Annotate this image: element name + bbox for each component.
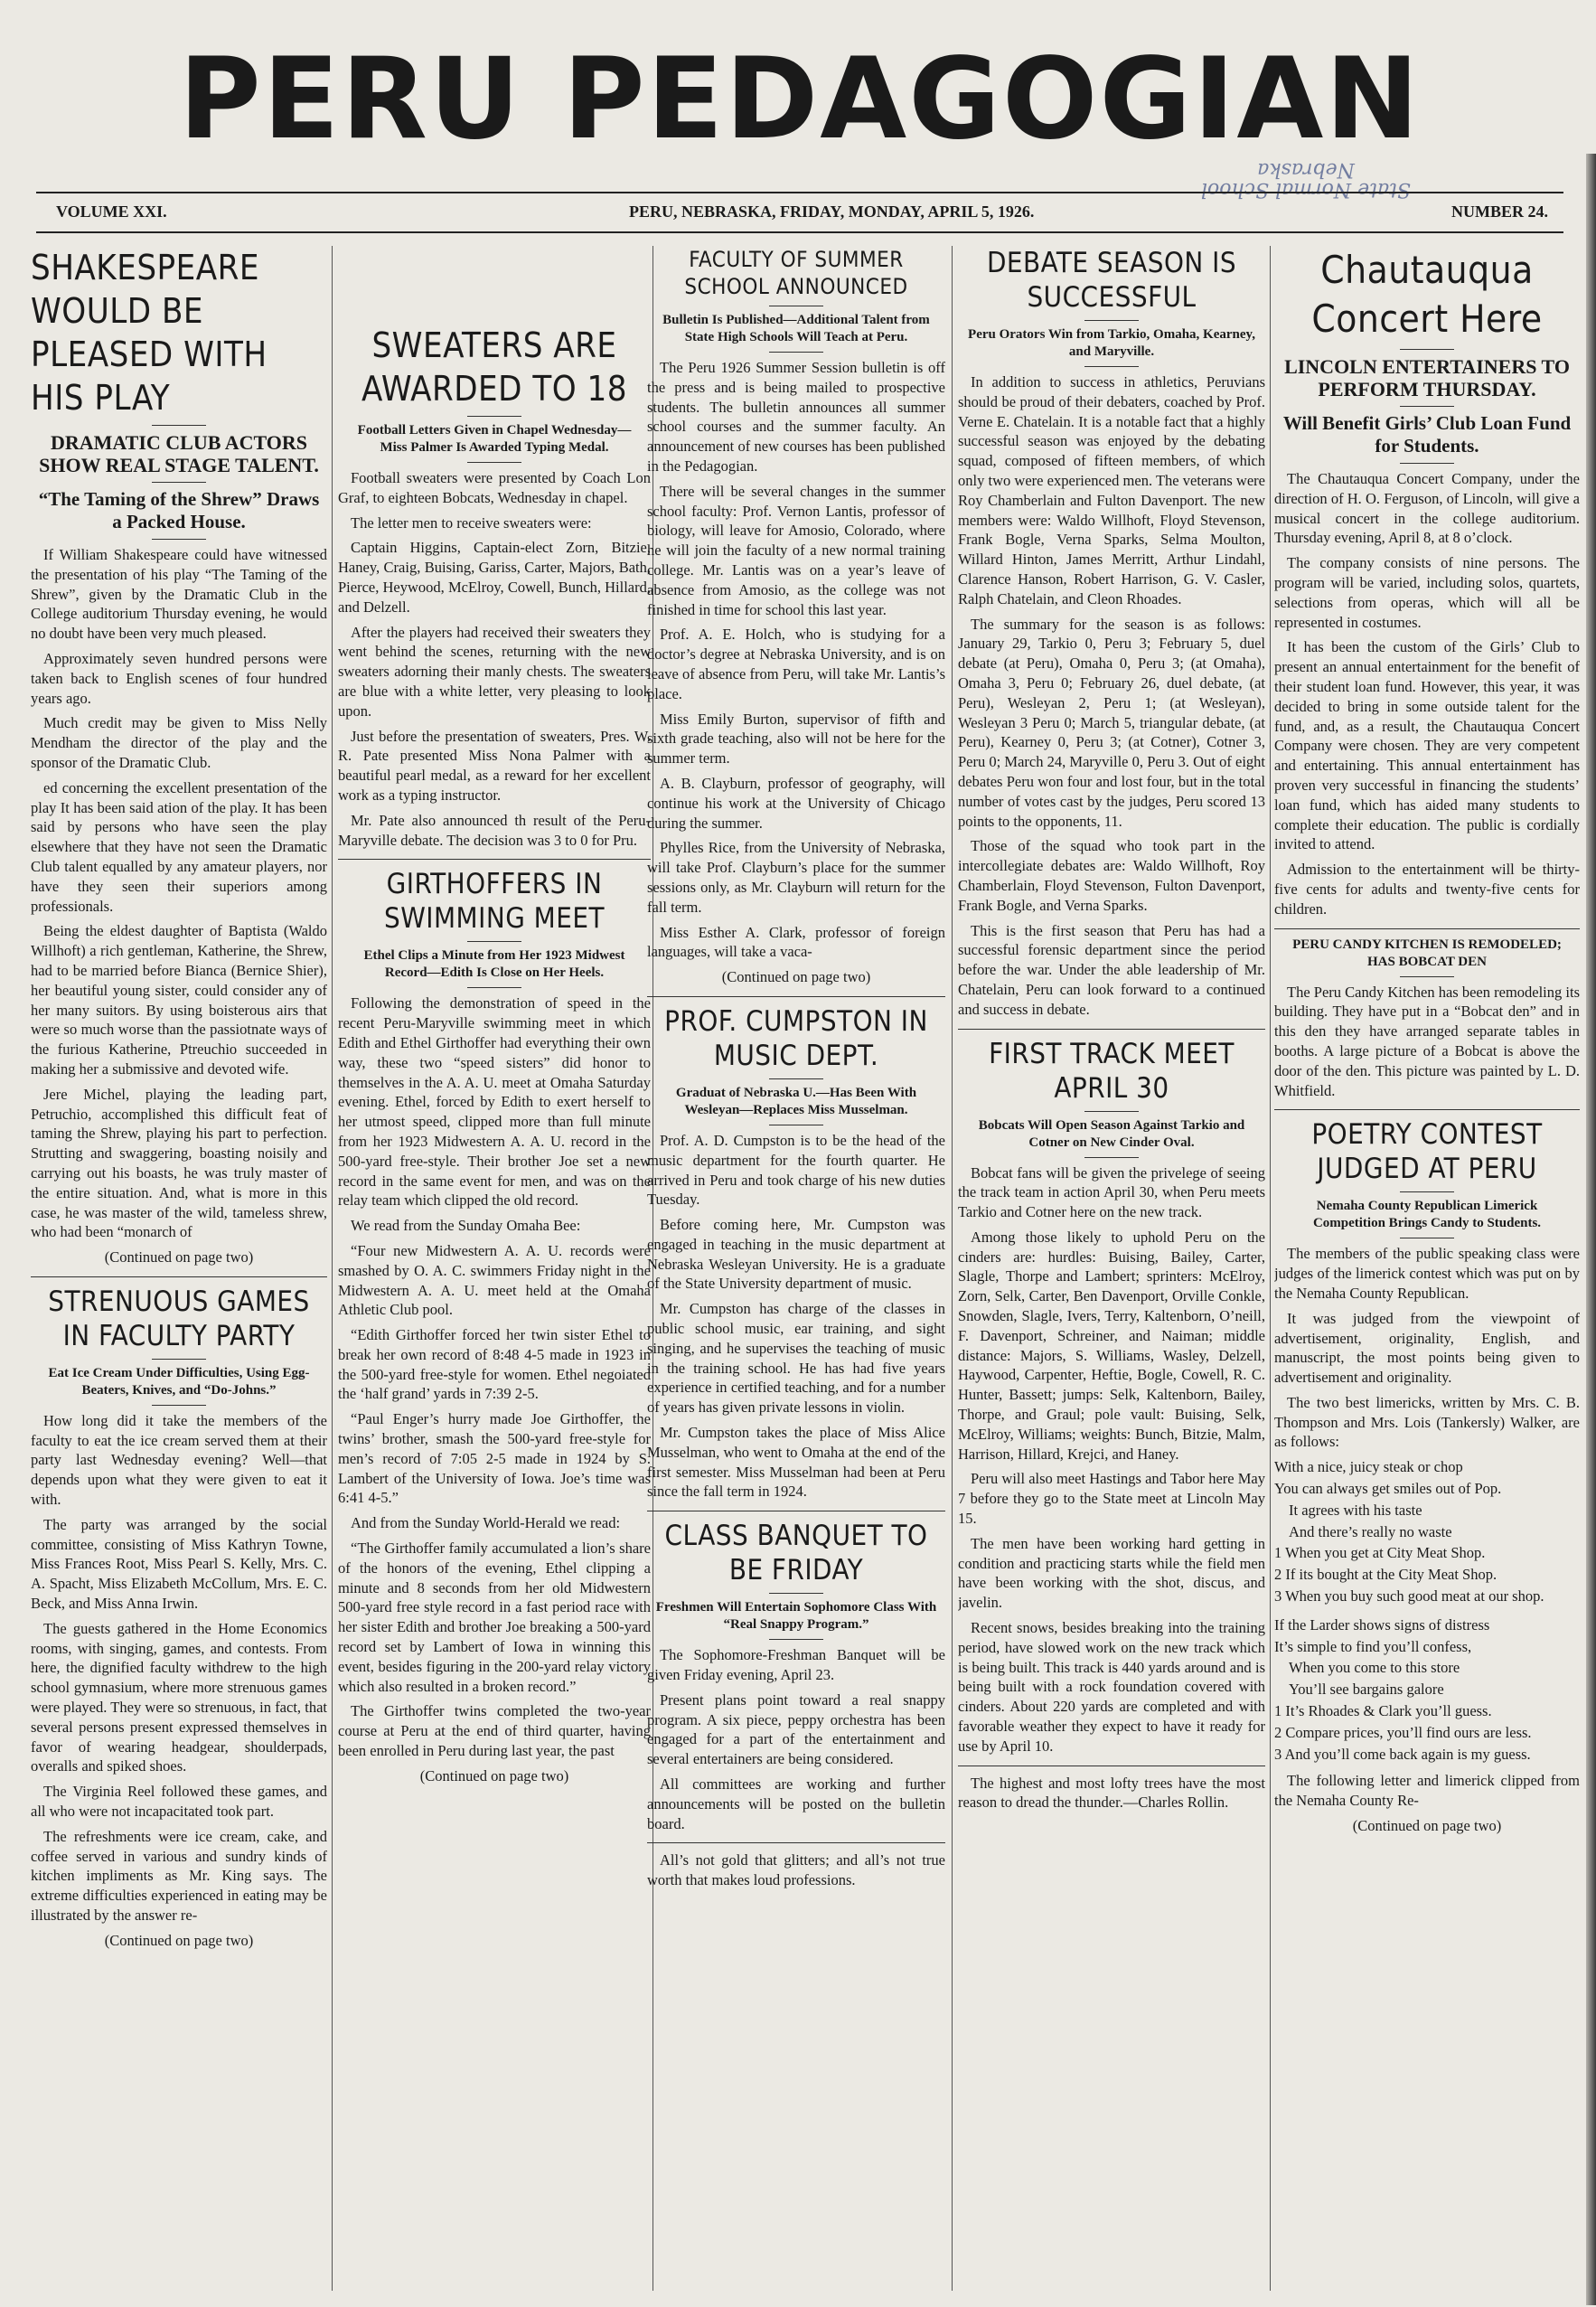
article-paragraph: Present plans point toward a real snappy program. A six piece, peppy orchestra has been engaged for a part of the entertainment and several entertainers are being considered. [647, 1690, 945, 1768]
article-paragraph: The guests gathered in the Home Economics rooms, with singing, games, and contests. From here, the dignified faculty withdrew to the high school gymnasium, where more strenuous games were played. They were so strenuous, in fact, that several persons present expressed themselves in favor of wearing headgear, shoulderpads, overalls and spiked shoes. [31, 1619, 327, 1775]
divider [467, 987, 521, 988]
article-paragraph: Before coming here, Mr. Cumpston was engaged in teaching in the music department at Nebraska Wesleyan University. He is a graduate of the State University department of music. [647, 1216, 945, 1293]
headline-poetry: POETRY CONTEST JUDGED AT PERU [1311, 1118, 1543, 1186]
article-paragraph: “The Girthoffer family accumulated a lion’s share of the honors of the evening, Ethel clipping a minute and 8 seconds from her old Midwestern 500-yard free style record in a fast period race with her sister Edith and brother Joe breaking a 500-yard record set by Lambert of Iowa in winning this event, besides figuring in the 200-yard relay victory which also resulted in a broken record.” [338, 1540, 651, 1695]
article-paragraph: The men have been working hard getting in condition and practicing starts while the field men have been working with the shot, discus, and javelin. [958, 1534, 1265, 1612]
stamp-line-1: State Normal School [1201, 178, 1411, 201]
poem-line: 2 Compare prices, you’ll find ours are less. [1274, 1723, 1532, 1741]
poem-line: 2 If its bought at the City Meat Shop. [1274, 1566, 1497, 1584]
dateline [36, 199, 1563, 226]
article-paragraph: Captain Higgins, Captain-elect Zorn, Bitzie, Haney, Craig, Buising, Gariss, Carter, Majors, Bath, Pierce, Heywood, McElroy, Cowell, Bunch, Hillard, and Delzell. [338, 539, 651, 616]
article-paragraph: Mr. Cumpston takes the place of Miss Alice Musselman, who went to Omaha at the end of the first semester. Miss Musselman had been at Peru since the fall term in 1924. [647, 1424, 945, 1501]
article-paragraph: It was judged from the viewpoint of advertisement, originality, English, and manuscript, the most points being given to advertisement and originality. [1274, 1309, 1580, 1387]
divider [152, 425, 206, 426]
headline-girthoffers: GIRTHOFFERS IN SWIMMING MEET [383, 868, 606, 936]
article-paragraph: The Sophomore-Freshman Banquet will be given Friday evening, April 23. [647, 1646, 945, 1684]
article-paragraph: The members of the public speaking class were judges of the limerick contest which was put on by the Nemaha County Republican. [1274, 1245, 1580, 1302]
continued-note: (Continued on page two) [721, 968, 871, 986]
divider [467, 462, 521, 463]
article-paragraph: We read from the Sunday Omaha Bee: [351, 1217, 581, 1235]
masthead-rule-top [36, 192, 1563, 193]
article-paragraph: ed concerning the excellent presentation of the play It has been said ation of the play. It has been said by persons who have seen the play elsewhere that they have not seen the Dramatic Club talent equalled by any amateur players, nor have they seen their superiors among professionals. [31, 778, 327, 915]
poem-line: 1 When you get at City Meat Shop. [1274, 1544, 1486, 1562]
deck-track: Bobcats Will Open Season Against Tarkio and Cotner on New Cinder Oval. [978, 1117, 1245, 1150]
volume-number: VOLUME XXI. [56, 202, 167, 221]
article-paragraph: Among those likely to uphold Peru on the cinders are: hurdles: Buising, Bailey, Carter, Slagle, Thorpe and Lambert; sprinters: McElroy, Zorn, Selk, Carter, Ben Davenport, Orville Conkle, Snowden, Slagle, Ivers, Terry, Kaltenborn, O’neill, F. Davenport, Schreiner, and Naiman; middle distance: Majors, S. Williams, Wasley, Delzell, Haywood, Carpenter, Heftie, Bogle, Cowell, R. C. Hunter, Bassett; jumps: Selk, Kaltenborn, Bailey, Thorpe, and Graul; pole vault: Buising, Selk, McElroy, Williams; weights: Bunch, Bitzie, Malm, Harrison, Hillard, Krejci, and Haney. [958, 1228, 1265, 1463]
article-paragraph: The company consists of nine persons. The program will be varied, including solos, quartets, selections from operas, which will all be represented in costumes. [1274, 554, 1580, 631]
headline-cumpston: PROF. CUMPSTON IN MUSIC DEPT. [664, 1004, 928, 1072]
article-paragraph: Mr. Pate also announced th result of the Peru-Maryville debate. The decision was 3 to 0 for Pru. [338, 811, 651, 849]
column-1 [31, 246, 327, 2291]
article-paragraph: Bobcat fans will be given the privelege of seeing the track team in action April 30, when Peru meets Tarkio and Cotner here on the new track. [958, 1163, 1265, 1221]
article-paragraph: Approximately seven hundred persons were taken back to English scenes of four hundred years ago. [31, 649, 327, 707]
poem-line: 1 It’s Rhoades & Clark you’ll guess. [1274, 1702, 1492, 1720]
poem-line: With a nice, juicy steak or chop [1274, 1458, 1463, 1476]
scan-edge-shadow [1586, 154, 1596, 2305]
deck-faculty: Bulletin Is Published—Additional Talent from State High Schools Will Teach at Peru. [662, 313, 930, 344]
divider [1084, 320, 1139, 321]
article-paragraph: Admission to the entertainment will be thirty-five cents for adults and twenty-five cents for children. [1274, 861, 1580, 918]
divider [769, 352, 823, 353]
article-paragraph: Prof. A. E. Holch, who is studying for a doctor’s degree at Nebraska University, and is on leave of absence from Peru, will take Mr. Lantis’s place. [647, 626, 945, 702]
article-separator [1274, 928, 1580, 929]
deck-cumpston: Graduat of Nebraska U.—Has Been With Wesleyan—Replaces Miss Musselman. [675, 1085, 917, 1117]
article-paragraph: How long did it take the members of the faculty to eat the ice cream served them at their party last Wednesday evening? Well—that depends upon what they were given to eat it with. [31, 1411, 327, 1509]
poem-line: It agrees with his taste [1289, 1501, 1422, 1519]
poem-line: You’ll see bargains galore [1289, 1681, 1444, 1699]
masthead-title: PERU PEDAGOGIAN [178, 34, 1422, 165]
issue-number: NUMBER 24. [1451, 202, 1548, 221]
headline-chautauqua: Chautauqua Concert Here [1311, 248, 1543, 341]
column-4 [958, 246, 1265, 2291]
article-paragraph: And from the Sunday World-Herald we read: [351, 1514, 621, 1532]
deck-sweaters: Football Letters Given in Chapel Wednesday—Miss Palmer Is Awarded Typing Medal. [357, 423, 632, 455]
article-paragraph: Miss Esther A. Clark, professor of foreign languages, will take a vaca- [647, 923, 945, 961]
divider [1084, 366, 1139, 367]
article-paragraph: A. B. Clayburn, professor of geography, will continue his work at the University of Chicago during the summer. [647, 774, 945, 832]
stamp-line-2: Nebraska [1257, 158, 1355, 181]
deck-girthoffers: Ethel Clips a Minute from Her 1923 Midwest Record—Edith Is Close on Her Heels. [363, 948, 625, 981]
article-paragraph: Jere Michel, playing the leading part, Petruchio, accomplished this difficult feat of taming the Shrew, playing his part to perfection. Strutting and swaggering, boasting noisily and carrying out his boasts, he was truly master of the entire situation. And, what is more in this case, he was master of the wild, tameless shrew, who had been “monarch of [31, 1085, 327, 1241]
column-divider [952, 246, 953, 2291]
poem-line: It’s simple to find you’ll confess, [1274, 1637, 1472, 1655]
headline-sweaters: SWEATERS ARE AWARDED TO 18 [361, 325, 627, 409]
deck-debate: Peru Orators Win from Tarkio, Omaha, Kearney, and Maryville. [968, 327, 1255, 359]
column-3 [647, 246, 945, 2291]
divider [467, 416, 521, 417]
headline-banquet: CLASS BANQUET TO BE FRIDAY [664, 1520, 928, 1587]
column-5 [1274, 246, 1580, 2291]
continued-note: (Continued on page two) [104, 1248, 254, 1266]
article-paragraph: Miss Emily Burton, supervisor of fifth and sixth grade teaching, also will not be here for the summer term. [647, 710, 945, 767]
headline-overflow-space [338, 246, 651, 324]
article-paragraph: The following letter and limerick clipped from the Nemaha County Re- [1274, 1772, 1580, 1810]
article-separator [31, 1276, 327, 1277]
deck-banquet: Freshmen Will Entertain Sophomore Class With “Real Snappy Program.” [655, 1600, 937, 1633]
headline-track: FIRST TRACK MEET APRIL 30 [989, 1037, 1235, 1105]
article-paragraph: The summary for the season is as follows: January 29, Tarkio 0, Peru 3; February 5, duel debate (at Peru), Omaha 0, Peru 3; (at Omaha), Omaha 3, Peru 0; February 26, duel debate, (at Peru), Wesleyan 2, Peru 1; (at Wesleyan), Wesleyan 3 Peru 0; March 5, triangular debate, (at Peru), Kearney 0, Peru 3; (at Cotner), Cotner 3, Peru 0; March 24, Maryville 0, Peru 3. Out of eight debates Peru won four and lost four, but in the total number of votes cast by the judges, Peru scored 13 points to the opponents, 11. [958, 615, 1265, 830]
deck-shakespeare-2: “The Taming of the Shrew” Draws a Packed House. [38, 488, 320, 532]
article-paragraph: Football sweaters were presented by Coach Lon Graf, to eighteen Bobcats, Wednesday in chapel. [338, 469, 651, 506]
library-stamp [1166, 145, 1446, 199]
deck-games: Eat Ice Cream Under Difficulties, Using Egg-Beaters, Knives, and “Do-Johns.” [48, 1365, 310, 1398]
article-paragraph: Prof. A. D. Cumpston is to be the head of the music department for the fourth quarter. He arrived in Peru and took charge of his new duties Tuesday. [647, 1131, 945, 1209]
deck-chautauqua-1: LINCOLN ENTERTAINERS TO PERFORM THURSDAY. [1284, 355, 1570, 400]
divider [769, 1639, 823, 1640]
divider [1084, 1157, 1139, 1158]
headline-faculty: FACULTY OF SUMMER SCHOOL ANNOUNCED [684, 247, 908, 299]
issue-date: PERU, NEBRASKA, FRIDAY, MONDAY, APRIL 5, 1926. [629, 202, 1035, 221]
divider [1400, 463, 1454, 464]
divider [1400, 976, 1454, 977]
divider [152, 1359, 206, 1360]
poem-line: You can always get smiles out of Pop. [1274, 1480, 1502, 1498]
article-paragraph: “Paul Enger’s hurry made Joe Girthoffer, the twins’ brother, smash the 500-yard free-style for men’s record of 7:05 2-5 made in 1924 by S. Lambert of the University of Iowa. Joe’s time was 6:41 4-5.” [338, 1410, 651, 1507]
headline-shakespeare: SHAKESPEARE WOULD BE PLEASED WITH HIS PLAY [31, 248, 268, 418]
article-paragraph: “Edith Girthoffer forced her twin sister Ethel to break her own record of 8:48 4-5 made in 1923 in the 500-yard free-style for women. Ethel negoiated the ‘half grand’ yards in 7:39 2-5. [338, 1326, 651, 1403]
article-separator [338, 859, 651, 860]
article-paragraph: The two best limericks, written by Mrs. C. B. Thompson and Mrs. Lois (Tankersly) Walker, are as follows: [1274, 1393, 1580, 1451]
article-paragraph: Phylles Rice, from the University of Nebraska, will take Prof. Clayburn’s place for the summer sessions only, as Mr. Clayburn will return for the fall term. [647, 839, 945, 916]
divider [152, 539, 206, 540]
article-paragraph: In addition to success in athletics, Peruvians should be proud of their debaters, coached by Prof. Verne E. Chatelain. It is a notable fact that a highly successful season was enjoyed by the debating squad, composed of fifteen members, of which only two were experienced men. The veterans were Roy Chamberlain and Fulton Davenport. The new members were: Waldo Willhoft, Floyd Stevenson, Frank Bogle, Verna Sparks, Selma Moulton, Willard Hinton, James Merritt, Arthur Lindahl, Clarence Hanson, Robert Harrison, G. V. Casler, Ralph Chatelain, and Cleon Rhoades. [958, 373, 1265, 607]
article-paragraph: If William Shakespeare could have witnessed the presentation of his play “The Taming of the Shrew”, given by the Dramatic Club in the College auditorium Thursday evening, he would no doubt have been very much pleased. [31, 546, 327, 643]
article-paragraph: Peru will also meet Hastings and Tabor here May 7 before they go to the State meet at Lincoln May 15. [958, 1470, 1265, 1528]
continued-note: (Continued on page two) [419, 1766, 569, 1784]
article-separator [647, 1842, 945, 1843]
article-paragraph: This is the first season that Peru has had a successful forensic department since the period before the war. Under the able leadership of Mr. Chatelain, Peru can look forward to a continued and success in debate. [958, 921, 1265, 1018]
poem-line: 3 And you’ll come back again is my guess. [1274, 1745, 1531, 1763]
article-paragraph: Recent snows, besides breaking into the training period, have slowed work on the new track which is being built. This track is 440 yards around and is being built with a rock foundation covered with cinders. About 220 yards are completed and with favorable weather they expect to have it ready for use by April 10. [958, 1619, 1265, 1755]
filler-quote: All’s not gold that glitters; and all’s not true worth that makes loud professions. [647, 1851, 945, 1889]
article-paragraph: The letter men to receive sweaters were: [351, 513, 592, 532]
column-divider [1270, 246, 1271, 2291]
masthead-rule-bottom [36, 231, 1563, 233]
poem-line: When you come to this store [1289, 1659, 1460, 1677]
headline-debate: DEBATE SEASON IS SUCCESSFUL [986, 247, 1237, 314]
article-paragraph: Following the demonstration of speed in the recent Peru-Maryville swimming meet in which Edith and Ethel Girthoffer had everything their own way, these two “speed sisters” did honor to themselves in the A. A. U. meet at Omaha Saturday evening. Ethel, forced by Edith to exert herself to her utmost speed, clipped more than full minute from her 1923 Midwestern A. A. U. record in the 500-yard free-style. Their brother Joe set a new record in the same event for men, and was on the relay team which clipped the old record. [338, 994, 651, 1210]
article-paragraph: The Virginia Reel followed these games, and all who were not incapacitated took part. [31, 1783, 327, 1821]
article-paragraph: The refreshments were ice cream, cake, and coffee served in various and sundry kinds of kitchen impliments as Mr. King says. The extreme difficulties experienced in eating may be illustrated by the answer re- [31, 1827, 327, 1925]
article-separator [1274, 1109, 1580, 1110]
continued-note: (Continued on page two) [104, 1931, 254, 1949]
divider [1084, 1111, 1139, 1112]
article-paragraph: Being the eldest daughter of Baptista (Waldo Willhoft) a rich gentleman, Katherine, the Shrew, had to be married before Bianca (Bernice Shier), her beautiful young sister, could consider any of her many suitors. By using boisterous airs that were so much worse than the passiotnate ways of the furious Katherine, Ptreuchio succeeded in making her a submissive and devoted wife. [31, 922, 327, 1078]
article-paragraph: The Peru Candy Kitchen has been remodeling its building. They have put in a “Bobcat den” and in this den they have arranged separate tables in booths. A large picture of a Bobcat is above the door of the den. This picture was painted by L. D. Whitfield. [1274, 983, 1580, 1099]
divider [769, 1078, 823, 1079]
article-paragraph: “Four new Midwestern A. A. U. records were smashed by O. A. C. swimmers Friday night in the Midwestern A. A. U. meet held at the Omaha Athletic Club pool. [338, 1241, 651, 1319]
poem-line: If the Larder shows signs of distress [1274, 1615, 1490, 1634]
deck-chautauqua-2: Will Benefit Girls’ Club Loan Fund for Students. [1282, 412, 1572, 457]
article-paragraph: The Girthoffer twins completed the two-year course at Peru at the end of third quarter, having been enrolled in Peru during last year, the past [338, 1702, 651, 1760]
article-paragraph: The Chautauqua Concert Company, under the direction of H. O. Ferguson, of Lincoln, will give a musical concert in the college auditorium. Thursday evening, April 8, at 8 o’clock. [1274, 470, 1580, 547]
article-paragraph: Just before the presentation of sweaters, Pres. W. R. Pate presented Miss Nona Palmer with a beautiful pearl medal, as a reward for her excellent work as a typing instructor. [338, 727, 651, 804]
divider [467, 941, 521, 942]
column-2 [338, 246, 651, 2291]
spacer [1274, 1608, 1580, 1615]
divider [1400, 1191, 1454, 1192]
article-paragraph: There will be several changes in the summer school faculty: Prof. Vernon Lantis, professor of biology, will leave for Amosio, Colorado, where he will join the faculty of a new normal training college. Mr. Lantis was on a year’s leave of absence from Amosio, as the college was not finished in time for school this last year. [647, 482, 945, 618]
poem-line: And there’s really no waste [1289, 1522, 1452, 1540]
article-paragraph: The party was arranged by the social committee, consisting of Miss Kathryn Towne, Miss Frances Root, Miss Pearl S. Kelly, Mrs. C. A. Spacht, Miss Elizabeth McCollum, Mrs. E. C. Beck, and Miss Anna Irwin. [31, 1515, 327, 1613]
divider [152, 482, 206, 483]
divider [152, 1405, 206, 1406]
poem-line: 3 When you buy such good meat at our shop. [1274, 1587, 1544, 1605]
divider [1400, 349, 1454, 350]
article-paragraph: Those of the squad who took part in the intercollegiate debates are: Waldo Willhoft, Roy Chamberlain, Floyd Stevenson, Fulton Davenport, Frank Bogle, and Verna Sparks. [958, 837, 1265, 914]
article-paragraph: It has been the custom of the Girls’ Club to present an annual entertainment for the benefit of their student loan fund. However, this year, it was decided to bring in some outside talent for the fund, and, as a result, the Chautauqua Concert Company were chosen. They are very competent and entertaining. This annual entertainment has proven very successful in financing the students’ loan fund, which has aided many students to complete their education. The public is cordially invited to attend. [1274, 638, 1580, 853]
deck-poetry: Nemaha County Republican Limerick Competition Brings Candy to Students. [1312, 1199, 1542, 1231]
article-paragraph: All committees are working and further announcements will be posted on the bulletin board. [647, 1775, 945, 1832]
headline-games: STRENUOUS GAMES IN FACULTY PARTY [48, 1285, 310, 1352]
article-separator [958, 1029, 1265, 1030]
filler-quote: The highest and most lofty trees have the most reason to dread the thunder.—Charles Rollin. [958, 1774, 1265, 1812]
article-paragraph: Mr. Cumpston has charge of the classes in public school music, ear training, and sight singing, and he supervises the teaching of music in the training school. He has had five years experience in certified teaching, and for a number of years has given private lessons in violin. [647, 1300, 945, 1417]
deck-shakespeare-1: DRAMATIC CLUB ACTORS SHOW REAL STAGE TALENT. [39, 431, 319, 476]
article-paragraph: Much credit may be given to Miss Nelly Mendham the director of the play and the sponsor of the Dramatic Club. [31, 714, 327, 771]
headline-candy: PERU CANDY KITCHEN IS REMODELED; HAS BOBCAT DEN [1292, 937, 1562, 969]
divider [1400, 406, 1454, 407]
divider [769, 1593, 823, 1594]
column-divider [332, 246, 333, 2291]
article-paragraph: After the players had received their sweaters they went behind the scenes, returning with the new sweaters adorning their manly chests. The sweaters are blue with a white letter, very pleasing to look upon. [338, 623, 651, 720]
article-paragraph: The Peru 1926 Summer Session bulletin is off the press and is being mailed to prospective students. The bulletin announces all summer school courses and the summer faculty. An announcement of new courses has been published in the Pedagogian. [647, 359, 945, 475]
continued-note: (Continued on page two) [1352, 1817, 1502, 1835]
article-separator [647, 996, 945, 997]
